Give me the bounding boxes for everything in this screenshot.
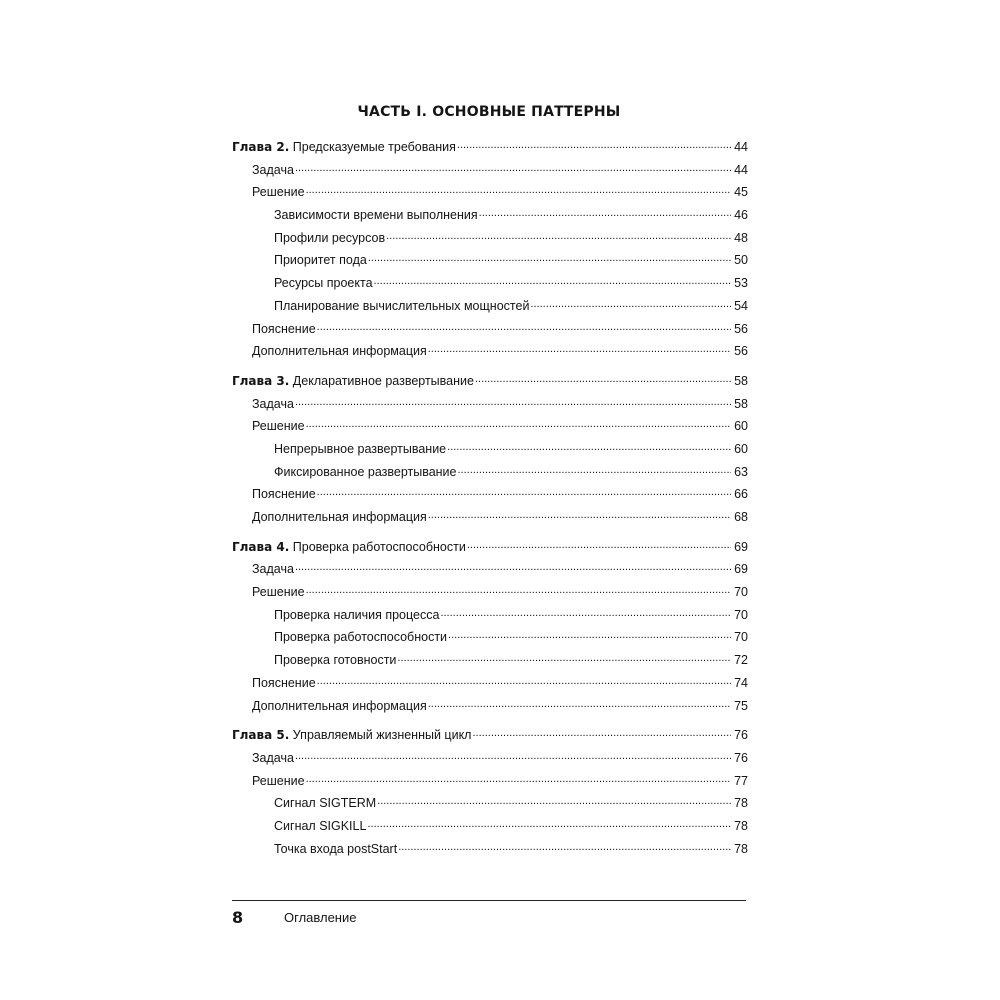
part-title: ЧАСТЬ I. ОСНОВНЫЕ ПАТТЕРНЫ	[357, 104, 621, 120]
page-number: 70	[734, 630, 748, 645]
dot-leader	[317, 315, 731, 339]
dot-leader	[448, 623, 731, 647]
dot-leader	[530, 292, 731, 316]
dot-leader	[295, 156, 731, 180]
toc-entry[interactable]	[232, 340, 748, 363]
dot-leader	[368, 246, 731, 270]
dot-leader	[374, 269, 731, 293]
footer-section-title: Оглавление	[284, 910, 357, 925]
page-number: 78	[734, 796, 748, 811]
dot-leader	[447, 435, 731, 459]
page-number: 46	[734, 208, 748, 223]
dot-leader	[306, 767, 731, 791]
chapter-number: Глава 5.	[232, 728, 290, 743]
entry-title: Точка входа postStart	[274, 841, 398, 856]
dot-leader	[295, 390, 731, 414]
page-number: 77	[734, 773, 748, 788]
dot-leader	[377, 789, 731, 813]
dot-leader	[457, 133, 731, 157]
chapter-title: Управляемый жизненный цикл	[292, 728, 472, 743]
dot-leader	[428, 503, 731, 527]
page-number: 78	[734, 841, 748, 856]
page-number: 72	[734, 653, 748, 668]
page-number: 69	[734, 539, 748, 554]
dot-leader	[458, 458, 732, 482]
entry-title: Задача	[252, 562, 294, 577]
page-number: 60	[734, 419, 748, 434]
dot-leader	[367, 812, 731, 836]
toc-entry[interactable]	[232, 695, 748, 718]
page-number: 54	[734, 298, 748, 313]
page-number: 66	[734, 487, 748, 502]
toc-entry[interactable]	[232, 506, 748, 529]
entry-title: Пояснение	[252, 487, 316, 502]
page-number: 44	[734, 162, 748, 177]
entry-title: Зависимости времени выполнения	[274, 208, 478, 223]
page-number: 45	[734, 185, 748, 200]
entry-title: Приоритет пода	[274, 253, 367, 268]
entry-title: Проверка работоспособности	[274, 630, 448, 645]
page-number: 76	[734, 750, 748, 765]
dot-leader	[428, 692, 731, 716]
chapter-title: Проверка работоспособности	[292, 539, 466, 554]
dot-leader	[306, 578, 731, 602]
entry-title: Планирование вычислительных мощностей	[274, 298, 530, 313]
page-number: 48	[734, 230, 748, 245]
entry-title: Сигнал SIGKILL	[274, 818, 367, 833]
page-number: 56	[734, 344, 748, 359]
dot-leader	[295, 744, 731, 768]
chapter-5	[232, 724, 748, 860]
entry-title: Фиксированное развертывание	[274, 464, 457, 479]
dot-leader	[479, 201, 731, 225]
dot-leader	[475, 367, 731, 391]
entry-title: Решение	[252, 419, 305, 434]
entry-title: Задача	[252, 396, 294, 411]
toc-subentry[interactable]	[232, 838, 748, 861]
page-number: 69	[734, 562, 748, 577]
dot-leader	[440, 601, 731, 625]
chapter-4	[232, 536, 748, 718]
chapter-number: Глава 2.	[232, 140, 290, 154]
page-number: 74	[734, 675, 748, 690]
entry-title: Дополнительная информация	[252, 344, 427, 359]
entry-title: Проверка готовности	[274, 653, 397, 668]
entry-title: Пояснение	[252, 675, 316, 690]
entry-title: Дополнительная информация	[252, 510, 427, 524]
chapter-title: Предсказуемые требования	[292, 140, 456, 154]
entry-title: Решение	[252, 585, 305, 600]
page-number: 70	[734, 607, 748, 622]
page-number: 44	[734, 140, 748, 154]
entry-title: Задача	[252, 750, 294, 765]
page-number: 63	[734, 464, 748, 479]
page-number: 70	[734, 585, 748, 600]
entry-title: Сигнал SIGTERM	[274, 796, 377, 811]
dot-leader	[317, 480, 731, 504]
page-number: 50	[734, 253, 748, 268]
page-number: 75	[734, 698, 748, 713]
chapter-number: Глава 4.	[232, 539, 290, 554]
dot-leader	[306, 412, 731, 436]
dot-leader	[317, 669, 731, 693]
chapter-number: Глава 3.	[232, 373, 290, 388]
dot-leader	[386, 224, 731, 248]
entry-title: Проверка наличия процесса	[274, 607, 440, 622]
page-number: 68	[734, 510, 748, 524]
dot-leader	[472, 721, 731, 745]
dot-leader	[397, 646, 731, 670]
page-number: 56	[734, 321, 748, 336]
dot-leader	[428, 337, 731, 361]
page-number: 78	[734, 818, 748, 833]
page-number: 60	[734, 441, 748, 456]
chapter-2	[232, 136, 748, 363]
dot-leader	[295, 555, 731, 579]
page-number: 58	[734, 396, 748, 411]
entry-title: Пояснение	[252, 321, 316, 336]
page-number: 76	[734, 728, 748, 743]
entry-title: Задача	[252, 162, 294, 177]
entry-title: Непрерывное развертывание	[274, 441, 447, 456]
table-of-contents	[232, 136, 748, 860]
footer-page-number: 8	[232, 908, 244, 927]
entry-title: Дополнительная информация	[252, 698, 427, 713]
entry-title: Ресурсы проекта	[274, 276, 373, 291]
dot-leader	[467, 533, 731, 557]
entry-title: Профили ресурсов	[274, 230, 386, 245]
entry-title: Решение	[252, 185, 305, 200]
page-number: 53	[734, 276, 748, 291]
footer-divider	[232, 900, 746, 901]
dot-leader	[306, 178, 731, 202]
entry-title: Решение	[252, 773, 305, 788]
dot-leader	[398, 835, 731, 859]
page-number: 58	[734, 373, 748, 388]
chapter-3	[232, 370, 748, 529]
chapter-title: Декларативное развертывание	[292, 373, 474, 388]
